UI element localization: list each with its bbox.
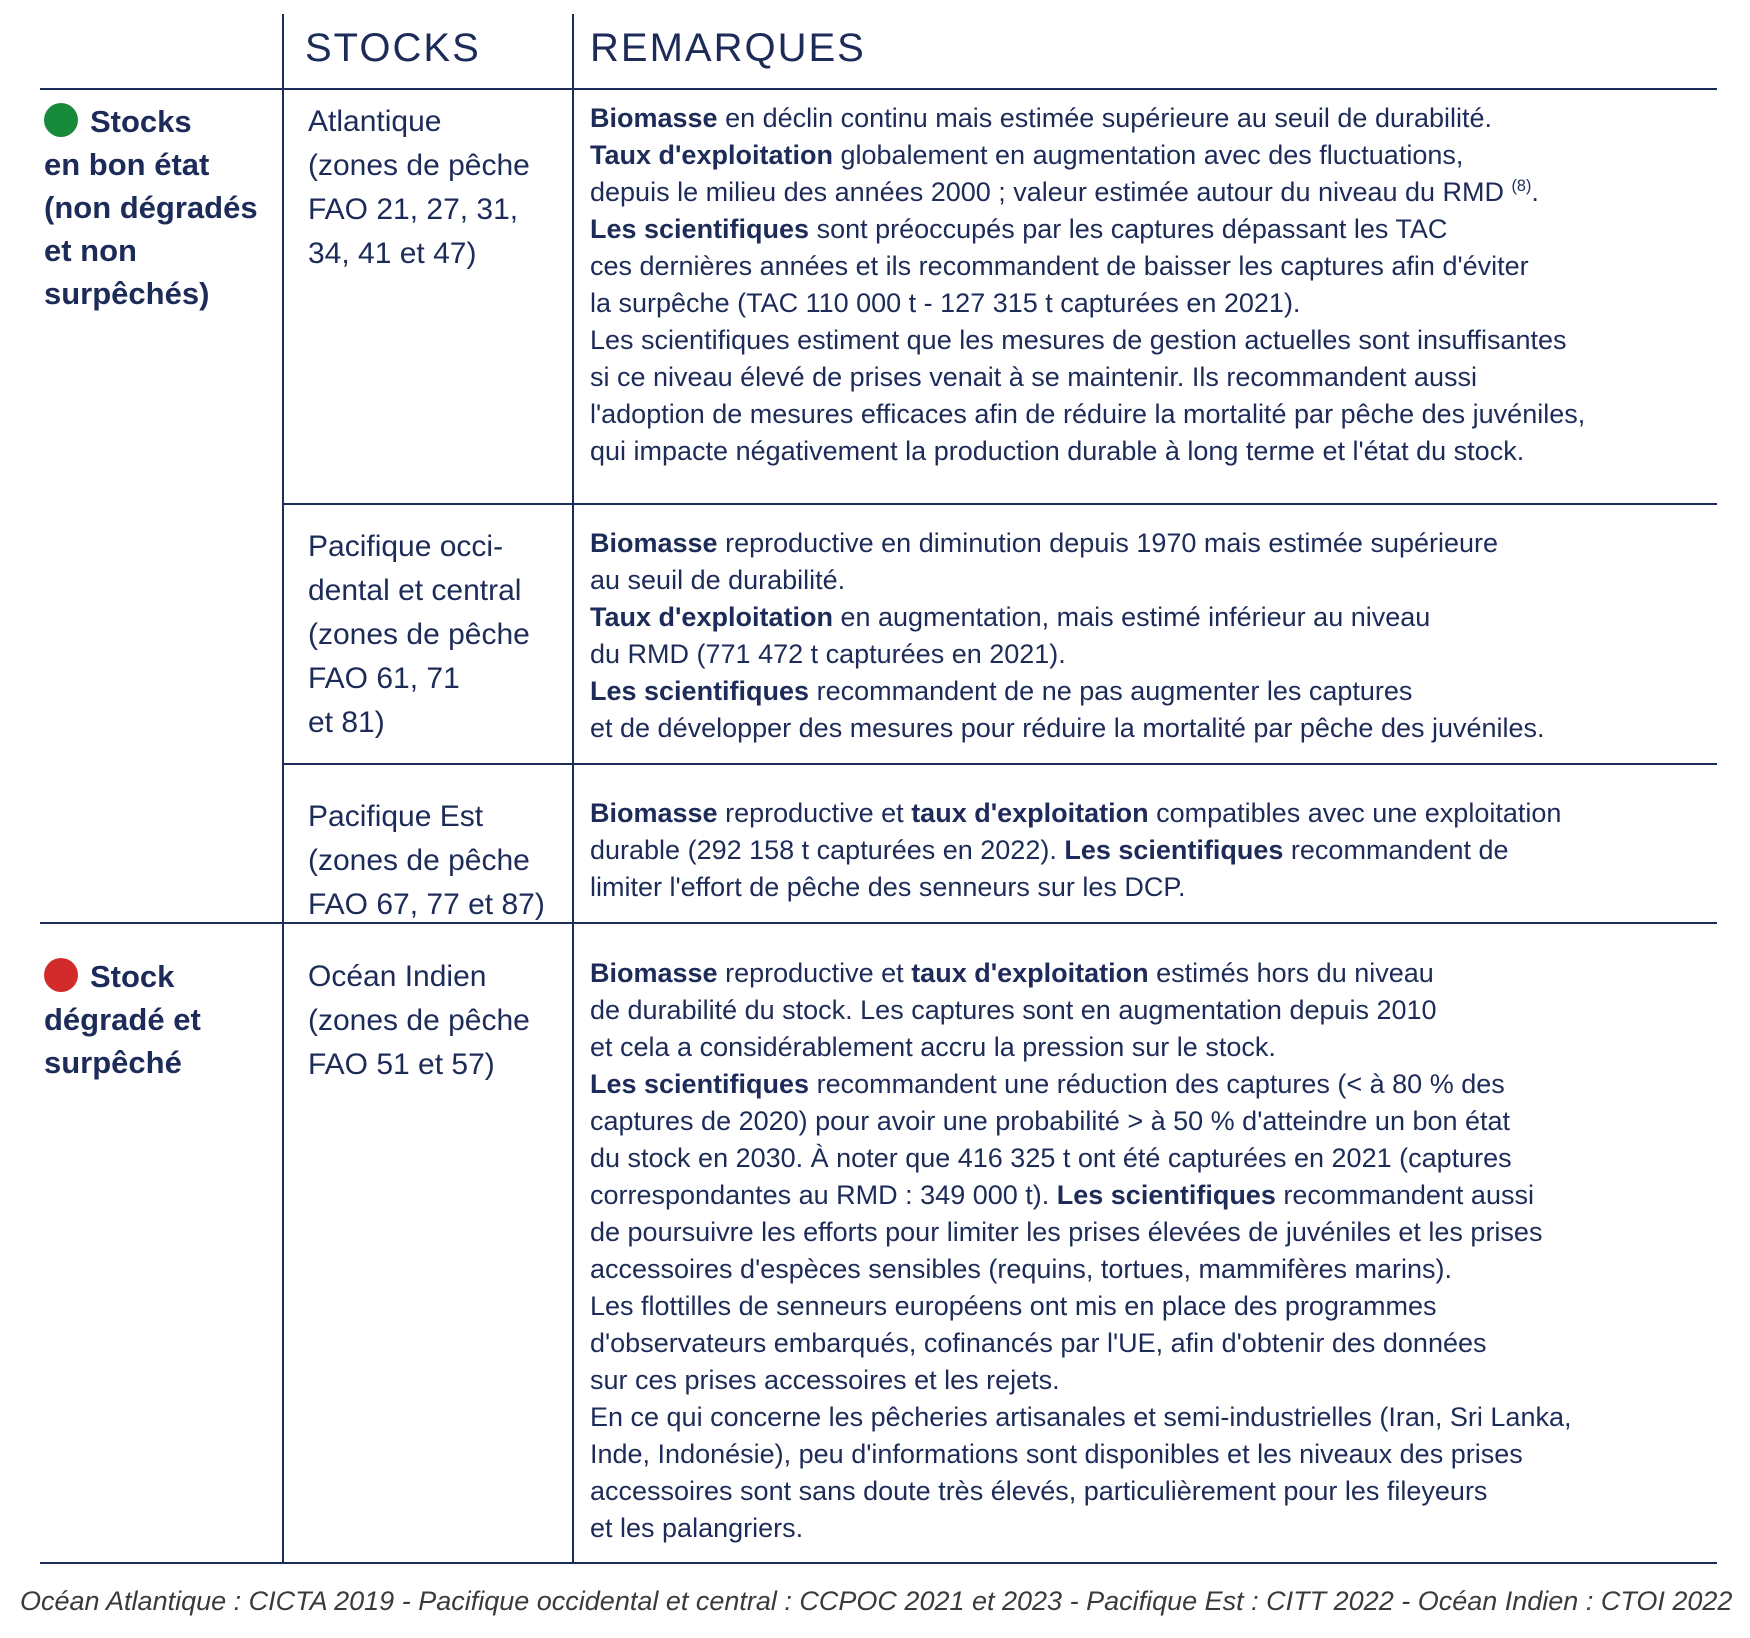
- status-dot-good-icon: [44, 103, 78, 137]
- remarks-cell: [590, 100, 1717, 470]
- remark-line: durable (292 158 t capturées en 2022). Les scientifiques recommandent de: [590, 835, 1509, 865]
- category-cell-degraded: [44, 955, 276, 1084]
- category-line: Stocks: [44, 100, 276, 143]
- remark-line: et cela a considérablement accru la pression sur le stock.: [590, 1032, 1276, 1062]
- column-header-stocks: STOCKS: [305, 26, 481, 70]
- stock-line: (zones de pêche: [308, 149, 530, 182]
- remark-line: accessoires sont sans doute très élevés, particulièrement pour les fileyeurs: [590, 1476, 1488, 1506]
- stock-cell: [308, 100, 568, 276]
- remark-line: Biomasse reproductive et taux d'exploitation estimés hors du niveau: [590, 958, 1434, 988]
- stock-line: FAO 67, 77 et 87): [308, 888, 545, 921]
- table-grid-line-vertical-1: [282, 14, 284, 1562]
- remark-line: Les scientifiques recommandent une réduction des captures (< à 80 % des: [590, 1069, 1505, 1099]
- remark-line: Les scientifiques estiment que les mesures de gestion actuelles sont insuffisantes: [590, 325, 1567, 355]
- status-dot-degraded-icon: [44, 958, 78, 992]
- stock-line: Atlantique: [308, 105, 442, 138]
- stock-cell: [308, 525, 568, 745]
- remark-line: Biomasse en déclin continu mais estimée supérieure au seuil de durabilité.: [590, 103, 1493, 133]
- remark-line: Taux d'exploitation globalement en augmentation avec des fluctuations,: [590, 140, 1464, 170]
- remark-line: au seuil de durabilité.: [590, 565, 846, 595]
- stock-line: (zones de pêche: [308, 844, 530, 877]
- stock-cell: [308, 795, 568, 927]
- remark-line: Biomasse reproductive et taux d'exploitation compatibles avec une exploitation: [590, 798, 1562, 828]
- category-line: surpêché: [44, 1045, 182, 1080]
- stock-cell: [308, 955, 568, 1087]
- remark-line: d'observateurs embarqués, cofinancés par l'UE, afin d'obtenir des données: [590, 1328, 1487, 1358]
- stock-line: Pacifique occi-: [308, 530, 504, 563]
- stock-line: FAO 21, 27, 31,: [308, 193, 519, 226]
- remark-line: limiter l'effort de pêche des senneurs sur les DCP.: [590, 872, 1186, 902]
- category-line: et non: [44, 233, 137, 268]
- table-grid-line-vertical-2: [572, 14, 574, 1562]
- remark-line: depuis le milieu des années 2000 ; valeur estimée autour du niveau du RMD $^{(8)}$.: [590, 177, 1539, 207]
- category-line: dégradé et: [44, 1002, 201, 1037]
- remark-line: qui impacte négativement la production durable à long terme et l'état du stock.: [590, 436, 1525, 466]
- remark-line: captures de 2020) pour avoir une probabilité > à 50 % d'atteindre un bon état: [590, 1106, 1511, 1136]
- remark-line: Les flottilles de senneurs européens ont mis en place des programmes: [590, 1291, 1437, 1321]
- remark-line: Les scientifiques recommandent de ne pas augmenter les captures: [590, 676, 1413, 706]
- remarks-cell: [590, 795, 1717, 906]
- remark-line: correspondantes au RMD : 349 000 t). Les scientifiques recommandent aussi: [590, 1180, 1534, 1210]
- stock-line: FAO 51 et 57): [308, 1048, 495, 1081]
- table-grid-line-row3: [40, 922, 1717, 924]
- category-line: (non dégradés: [44, 190, 258, 225]
- remark-line: de durabilité du stock. Les captures sont en augmentation depuis 2010: [590, 995, 1437, 1025]
- stock-line: (zones de pêche: [308, 618, 530, 651]
- table-grid-line-row1: [282, 503, 1717, 505]
- footer-sources: Océan Atlantique : CICTA 2019 - Pacifique occidental et central : CCPOC 2021 et 2023 - Pacifique Est : CITT 2022 - Océan Indien : CTOI 2022: [20, 1586, 1733, 1616]
- remark-line: du stock en 2030. À noter que 416 325 t ont été capturées en 2021 (captures: [590, 1143, 1512, 1173]
- remark-line: si ce niveau élevé de prises venait à se maintenir. Ils recommandent aussi: [590, 362, 1477, 392]
- stock-line: Océan Indien: [308, 960, 487, 993]
- table-grid-line-row2: [282, 763, 1717, 765]
- remark-line: Biomasse reproductive en diminution depuis 1970 mais estimée supérieure: [590, 528, 1499, 558]
- remark-line: Taux d'exploitation en augmentation, mais estimé inférieur au niveau: [590, 602, 1431, 632]
- table-grid-line-header: [40, 88, 1717, 90]
- stock-line: et 81): [308, 706, 385, 739]
- stock-line: FAO 61, 71: [308, 662, 460, 695]
- remark-line: et de développer des mesures pour réduire la mortalité par pêche des juvéniles.: [590, 713, 1545, 743]
- remark-line: du RMD (771 472 t capturées en 2021).: [590, 639, 1066, 669]
- remark-line: ces dernières années et ils recommandent de baisser les captures afin d'éviter: [590, 251, 1529, 281]
- remarks-cell: [590, 525, 1717, 747]
- category-line: Stock: [44, 955, 276, 998]
- remarks-cell: [590, 955, 1717, 1547]
- stock-line: 34, 41 et 47): [308, 237, 477, 270]
- remark-line: de poursuivre les efforts pour limiter les prises élevées de juvéniles et les prises: [590, 1217, 1543, 1247]
- remark-line: et les palangriers.: [590, 1513, 804, 1543]
- remark-line: accessoires d'espèces sensibles (requins, tortues, mammifères marins).: [590, 1254, 1452, 1284]
- remark-line: sur ces prises accessoires et les rejets.: [590, 1365, 1060, 1395]
- remark-line: En ce qui concerne les pêcheries artisanales et semi-industrielles (Iran, Sri Lanka,: [590, 1402, 1572, 1432]
- column-header-remarques: REMARQUES: [590, 26, 866, 70]
- stock-line: dental et central: [308, 574, 522, 607]
- category-line: en bon état: [44, 147, 210, 182]
- category-cell-good: [44, 100, 276, 315]
- remark-line: l'adoption de mesures efficaces afin de réduire la mortalité par pêche des juvéniles,: [590, 399, 1586, 429]
- category-line: surpêchés): [44, 276, 210, 311]
- stock-line: Pacifique Est: [308, 800, 484, 833]
- table-grid-line-bottom: [40, 1562, 1717, 1564]
- remark-line: la surpêche (TAC 110 000 t - 127 315 t capturées en 2021).: [590, 288, 1301, 318]
- stock-line: (zones de pêche: [308, 1004, 530, 1037]
- remark-line: Les scientifiques sont préoccupés par les captures dépassant les TAC: [590, 214, 1448, 244]
- remark-line: Inde, Indonésie), peu d'informations sont disponibles et les niveaux des prises: [590, 1439, 1523, 1469]
